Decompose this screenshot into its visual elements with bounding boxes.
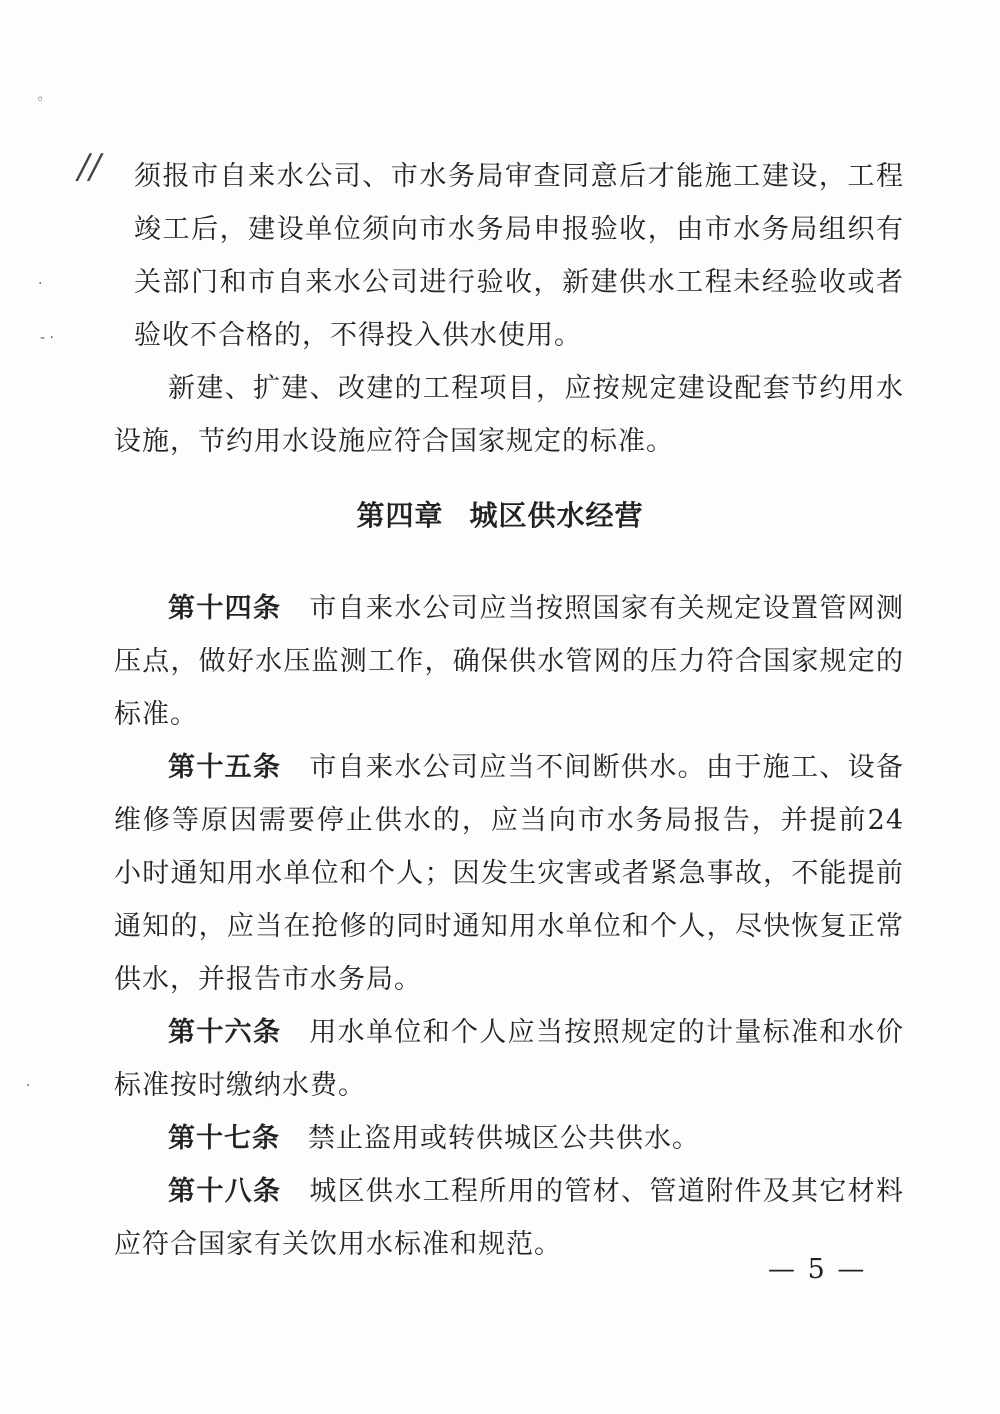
chapter-number: 第四章: [356, 499, 444, 532]
article-14: [114, 582, 904, 741]
article-17: [114, 1112, 904, 1165]
handwritten-slash-mark: //: [78, 147, 101, 187]
scan-speck: ◦: [36, 92, 45, 108]
article-number: 第十四条: [168, 593, 282, 624]
article-number: 第十五条: [168, 752, 282, 783]
article-15: [114, 741, 904, 1006]
article-16: [114, 1006, 904, 1112]
article-number: 第十八条: [168, 1176, 282, 1207]
article-text: 市自来水公司应当不间断供水。由于施工、设备维修等原因需要停止供水的，应当向市水务局报告，并提前24小时通知用水单位和个人；因发生灾害或者紧急事故，不能提前通知的，应当在抢修的同时通知用水单位和个人，尽快恢复正常供水，并报告市水务局。: [114, 752, 905, 995]
continuation-text: [114, 150, 904, 468]
chapter-title: 城区供水经营: [469, 499, 644, 532]
page-number: — 5 —: [768, 1254, 867, 1285]
scan-speck: - ·: [40, 330, 54, 346]
paragraph: 须报市自来水公司、市水务局审查同意后才能施工建设，工程竣工后，建设单位须向市水务局申报验收，由市水务局组织有关部门和市自来水公司进行验收，新建供水工程未经验收或者验收不合格的，不得投入供水使用。: [134, 161, 904, 351]
article-text: 市自来水公司应当按照国家有关规定设置管网测压点，做好水压监测工作，确保供水管网的压力符合国家规定的标准。: [114, 593, 905, 730]
scan-speck: ·: [38, 276, 43, 292]
paragraph: 新建、扩建、改建的工程项目，应按规定建设配套节约用水设施，节约用水设施应符合国家规定的标准。: [114, 373, 904, 457]
article-text: 用水单位和个人应当按照规定的计量标准和水价标准按时缴纳水费。: [114, 1017, 905, 1101]
article-number: 第十六条: [168, 1017, 282, 1048]
chapter-heading: [0, 494, 1000, 534]
articles-section: [114, 582, 904, 1271]
article-number: 第十七条: [168, 1123, 280, 1154]
article-text: 禁止盗用或转供城区公共供水。: [308, 1123, 700, 1154]
scan-speck: ·: [26, 1078, 31, 1094]
article-text: 城区供水工程所用的管材、管道附件及其它材料应符合国家有关饮用水标准和规范。: [114, 1176, 905, 1260]
